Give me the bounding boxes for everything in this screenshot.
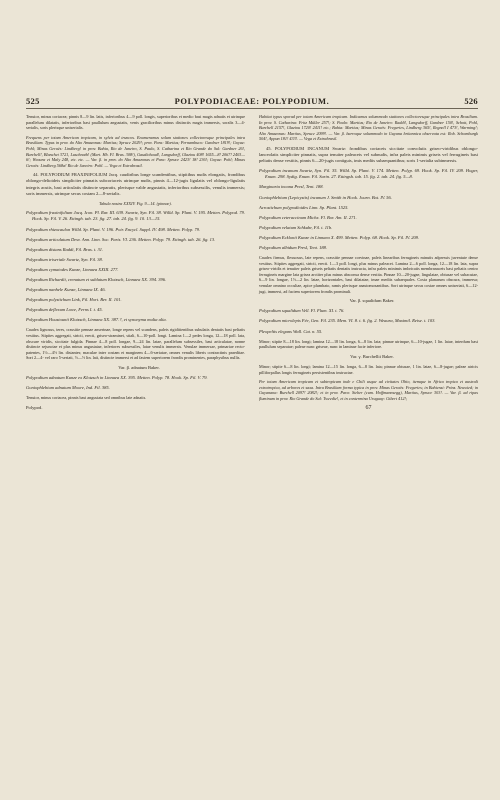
footer-signature: Polypod. — [26, 404, 43, 410]
synonym-entry: Polypodium distans Raddi, Fil. Bras. t. 31. — [26, 246, 104, 252]
page-number-right: 526 — [464, 96, 478, 106]
text-columns — [26, 114, 478, 415]
synonym-entry: Polypodium articulatum Desv. Ann. Linn. Soc. Paris. VI. 236. Metten. Polyp. 79. Ettingh. tab. 26. fig. 13. — [26, 236, 216, 242]
synonym-entry: Polypodium fraxinifolium Jacq. Icon. Pl. Rar. III. 639. Swartz, Syn. Fil. 38. Willd. Sp. Plant. V. 195. Metten. Polypod. 79. Hook. Sp. Fil. V. 26. Ettingh. tab. 23. fig. 27. tab. 24. fig. 9. 10. 13—15. — [26, 210, 245, 222]
synonym-entry: Polypodium rhizocaulon Willd. Sp. Plant. V. 196. Poir. Encycl. Suppl. IV. 498. Metten. Polyp. 79. — [26, 226, 201, 232]
page-header — [26, 96, 478, 106]
synonym-entry: Polypodium deflexum Lowe, Ferns I. t. 45. — [26, 307, 103, 313]
synonym-entry: Polypodium polystichum Link, Fil. Hort. Ber. II. 101. — [26, 297, 122, 303]
habitat-paragraph: Per totam Americam tropicam et subtropicam inde e Chili usque ad civitates Ohio, itemque in Africa tropica et australi extratropica, ad arbores et saxa. Intra Brasiliam forma typica in prov. Minas Geraës: Fregeries; in Bahiensi: Prinz. Neuwied; in Guyanana: Burchell 2097! 2082!; et in prov. Para: Sieber (cum. Hoffmannsegg), Martius, Spruce 303!. — Var. β. ad ripas fluminum in prov. Rio Grande do Sul: Tweedie!, et in contermina Uruguay: Gibert 412!; — [259, 379, 478, 401]
variety-gamma-description: Minor; stipite 6—8 lin. longi; lamina 12—15 lin. longa, 6—8 lin. lata; pinnae obtusae, 1 lin. latae, 6—8-jugae; paleae atricis pilliforpallus longis ferrugineis persistentibus instructae. — [259, 363, 478, 375]
description-paragraph: Tenuior, minus coriacea; pinnis 8—9 lin. latis, inferioribus 4—9 poll. longis, superioribus et medio basi magis adnatis et utrinque parallelum dilatatis, inferioribus basi paullulum angustatis, venis gracilioribus minus distinctis magis immersis, soralis 3—4-serialis, soris plerisque uniserialis. — [26, 114, 245, 131]
synonym-entry: Polypodium incanum Swartz, Syn. Fil. 35. Willd. Sp. Plant. V. 174. Metten. Polyp. 69. Hook. Sp. Fil. IV. 209. Hoger, Enum. 298. Sydtg. Enum. Fil. Surin. 27. Ettingsh. tab. 15. fig. 2. tab. 24. fig. 5—8. — [259, 168, 478, 180]
synonym-list — [259, 168, 478, 251]
synonym-list — [26, 210, 245, 323]
morphology-description: Caudex lignosus, teres, crassitie pennae anserinae, longe repens vel scandens, paleis rigiditientibus subulatis dentatis basi peltatis vestitus. Stipites aggregati, stricti, erecti, griseo-straminei, stiali, 6—10-poll. longi. Lamina 1—2 pedes longa, 12—18 poll. lata, obscure viridis, siccitate fulgida. Pinnae 4—8 poll. longae, 9—24 lin. latae, parallelum subsessiles, basi articulatae, nonne distincte sejunctae et plus minus angustatae, inferiores subsessiles, latae venulis immersis. Venulae immersae, primariae recto-patentes, 1½—4½ lin. distantes; maculae inter costam et marginem 4—6-seriatae, omnes venulis liberis contractinis praeditae. Sori 2—4- vel raro 5-seriati, ½—½ lin. lati, distincte immersi et ad fastem superiorem frondis prominentes, paraphysibus nullis. — [26, 327, 245, 361]
running-title: POLYPODIACEAE: POLYPODIUM. — [174, 96, 330, 106]
synonym-entry: Polypodium triseriale Swartz, Syn. Fil. 38. — [26, 256, 103, 262]
synonym-entry: Polypodium ceteraccinum Michx. Fl. Bor. Am. II. 271. — [259, 214, 357, 220]
folio-number: 67 — [365, 405, 372, 412]
species-44-heading: 44. POLYPODIUM FRAXINIFOLIUM Jacq. caudiribus longe scandentibus, stipitibus nudis elongatis, frondibus oblongo-deltoideis simpliciter pinnatis subcoriaceis utrinque nudis, pinnis 4—12-jugis ligulatis vel oblongo-ligulatis integris acutis, basi articulatis distincte separatis, plerisque valde angustatis, inferioribus subsessilis, venulis immersis; soris immersis, utrinque secus costam 2—8-serialis. — [26, 172, 245, 196]
variety-beta-heading: Var. β. squalidum Baker. — [349, 298, 395, 304]
synonym-entry: Polypodium Richardii, crenatum et sublatum Klotzsch, Linnaea XX. 394. 396. — [26, 276, 167, 282]
variety-synonym: Polypodium microlepis Fée, Gen. Fil. 235. Mem. VI. 8. t. 6. fig. 2. Weaura, Maximil. Reise. t. 103. — [259, 318, 436, 324]
species-45-heading: 45. POLYPODIUM INCANUM Swartz: frondibus coriaceis siccitate convolutis griseo-viridibus oblongo-lanceolatis simpliciter pinnatis, supra tenuiter paleaceis vel subnudis, infra paleis minimis griseis vel ferrugineis basi peltatis dense vestitis, pinnis 6—20-jugis contiguis, imis mediis subaequantibus; soris 1-serialia subinmersis. — [259, 145, 478, 164]
variety-description: Tenuior, minus coriacea, pinnis basi angustata sed omnibus late adnatis. — [26, 395, 147, 401]
page-number-left: 525 — [26, 96, 40, 106]
variety-beta-description: Minor; stipite 8—18 lin. longi; lamina 12—18 lin. longa, 6—8 lin. lata; pinnae utrinque, 6—10-jugae, 1 lin. latae, interdum basi paullulum separatae; paleae nunc griseae, nunc in laminae facie inferiore. — [259, 338, 478, 350]
synonym-entry: Polypodium cymatodes Kunze, Linnaea XXIII. 277. — [26, 266, 119, 272]
synonym-entry: Polypodium Houstounii Klotzsch, Linnaea XX. 387.?, et synonyma multa alia. — [26, 317, 167, 323]
variety-synonym: Polypodium adnatum Kunze ex Klotzsch in Linnaea XX. 395. Metten. Polyp. 78. Hook. Sp. Fil. V. 79. — [26, 375, 208, 381]
variety-synonym: Goniophlebium adnatum Moore, Ind. Fil. 385. — [26, 385, 110, 391]
variety-gamma-heading: Var. γ. Burchellii Baker. — [350, 353, 394, 359]
habitat-paragraph: Frequens per totam American tropicam, in sylvis ad truncos. Enumeramus solum stationes collectoresque principales intra Brasiliam. Typus in prov. do Alto Amazonas: Martius; Spruce 2029!; prov. Para: Martius; Pernambuco: Gardner 1819!; Goyaz: Pohl; Minas Geraës: Lindberg! in prov. Bahia, Rio de Janeiro, S. Paulo, S. Catharina et Rio Grande do Sul: Gardner 26!, Burchell!, Blanchet 3721, Luschnath! (Mart. Hb. Fl. Bras. 308!), Gaudichaud!, Langsdorff, Glaziou 408! 1655—8! 2067! 2403—6!; Weaura et Maly 248, etc. etc. — Var. β. in prov. do Alto Amazonas et Para: Spruce 2423! 18! 236!; Goyaz: Pohl; Minas Geraës: Lindberg 568a! Rio de Janeiro: Pohl. — Vega et Extrabrasil. — [26, 134, 245, 168]
habitat-paragraph: Habitat typus sporad per totam Americam tropicam. Indicamus solummodo stationes collectoresque principales intra Brasiliam. In prov. S. Catharina: Fritz Müller 257!; S. Paulo: Martius; Rio de Janeiro: Raddi!, Langsdorff, Gardner 150!, Schott, Pohl, Burchell 2157!, Glaziou 1720! 2411! etc.; Bahia: Martius; Minas Geraës: Fregeries, Lindberg 365!, Regnell I 473!, Warming!; Alto Amazonas: Martius, Spruce 2099!. — Var. β. barroque solummodo in Guyana britannica observata est: Rob. Schomburgk 504!, Appun 181! 433!. — Vega et Extrabrasil. — [259, 114, 478, 142]
right-column — [259, 114, 478, 415]
variety-synonym: Pleopeltis elegans Wall. Cat. n. 55. — [259, 328, 323, 334]
variety-synonym: Polypodium squalidum Vell. Fl. Flum. XI. t. 76. — [259, 308, 345, 314]
synonym-entry: Polypodium albidum Presl, Tent. 188. — [259, 245, 328, 250]
synonym-entry: Polypodium velatum Schkuhr, Fil. t. 11b. — [259, 224, 333, 230]
synonym-entry: Polypodium Ecklonii Kunze in Linnaea X. 499. Metten. Polyp. 68. Hook. Sp. Fil. IV. 209. — [259, 234, 420, 240]
variety-heading: Var. β. adnatum Baker. — [118, 365, 160, 370]
plate-reference: Tabula nostra XXXIV. Fig. 9—14. (pinnae). — [99, 200, 172, 206]
morphology-description: Caudex firmus, flexuosus, late repens, crassitie pennae corvinae, paleis linearibus ferrugineis minutis adpressis juventute dense vestitus. Stipites aggregati, stricti, erecti. 1—3 poll. longi, plus minus paleacei. Lamina 2—6 poll. longa, 12—18 lin. lata, supra griseo-viridis et tenuiter paleis griseis peltatis dentatis instructa, infra paleis minimis imbricatis membranaceis basi peltatis centro ferrugineis margine lata grisea arctiter plus minus absconsa dense vestita. Pinnae 10—20-jugae, lingulatae, obtusae vel subacutae, 6—9 lin. longae, 1½—2 lin. latae, horizontales, basi dilatatae, imae mediis subaequales. Costa planarum obscura, immersa; venulae omnino occultae, apice plumbato, ramis plerisque anastomosantibus. Sori utrinque secus costae omnes uniseriati, 6—12-jugi, immersi, ad faciem superiorem frondis prominuli. — [259, 255, 478, 294]
synonym-entry: Polypodium nanhele Kunze, Linnaea IX. 46. — [26, 287, 106, 293]
synonym-entry: Marginaria incana Presl, Tent. 188. — [259, 184, 324, 190]
header-rule — [26, 108, 478, 109]
left-column — [26, 114, 245, 415]
synonym-entry: Goniophlebium (Lepicystis) incanum J. Smith in Hook. Journ. Bot. IV. 56. — [259, 194, 392, 200]
synonym-entry: Acrostichum polypodioides Linn. Sp. Plant. 1525. — [259, 204, 349, 210]
